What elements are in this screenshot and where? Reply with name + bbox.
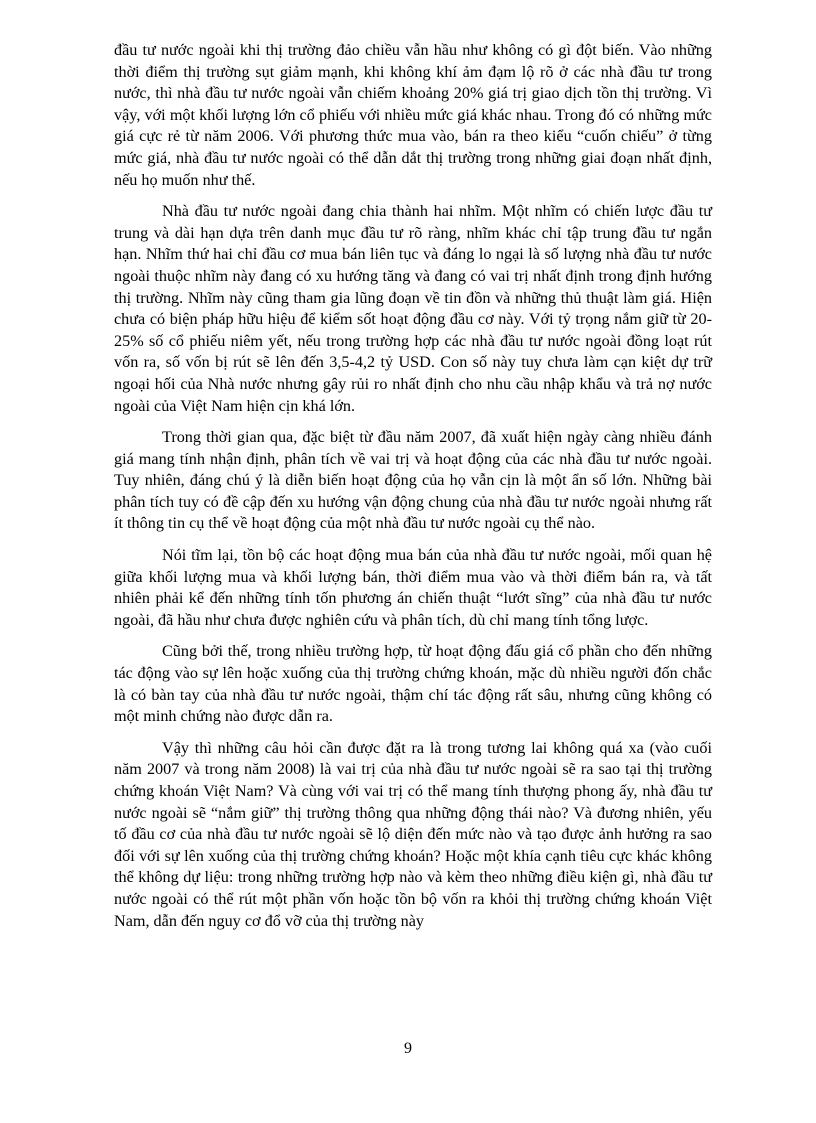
paragraph-auction-impact: Cũng bởi thế, trong nhiều trường hợp, từ hoạt động đấu giá cổ phần cho đến những tác động vào sự lên hoặc xuống của thị trường chứng khoán, mặc dù nhiều người đốn chắc là có bàn tay của nhà đầu tư nước ngoài, thậm chí tác động rất sâu, nhưng cũng không có một minh chứng nào được dẫn ra.	[114, 642, 712, 726]
paragraph-summary: Nói tĩm lại, tồn bộ các hoạt động mua bán của nhà đầu tư nước ngoài, mối quan hệ giữa khối lượng mua và khối lượng bán, thời điểm mua vào và thời điểm bán ra, và tất nhiên phải kể đến những tính tốn phương án chiến thuật “lướt sĩng” của nhà đầu tư nước ngoài, đã hầu như chưa được nghiên cứu và phân tích, dù chỉ mang tính tổng lược.	[114, 546, 712, 629]
paragraph-continuation: đầu tư nước ngoài khi thị trường đảo chiều vẫn hầu như không có gì đột biến. Vào những thời điểm thị trường sụt giảm mạnh, khi không khí ảm đạm lộ rõ ở các nhà đầu tư trong nước, thì nhà đầu tư nước ngoài vẫn chiếm khoảng 20% giá trị giao dịch tồn thị trường. Vì vậy, với một khối lượng lớn cổ phiếu với nhiều mức giá khác nhau. Trong đó có những mức giá cực rẻ từ năm 2006. Với phương thức mua vào, bán ra theo kiểu “cuốn chiếu” ở từng mức giá, nhà đầu tư nước ngoài có thể dẫn dắt thị trường trong những giai đoạn nhất định, nếu họ muốn như thế.	[114, 41, 712, 189]
paragraph-investor-groups: Nhà đầu tư nước ngoài đang chia thành hai nhĩm. Một nhĩm có chiến lược đầu tư trung và dài hạn dựa trên danh mục đầu tư rõ ràng, nhĩm khác chỉ tập trung đầu tư ngắn hạn. Nhĩm thứ hai chỉ đầu cơ mua bán liên tục và đáng lo ngại là số lượng nhà đầu tư nước ngoài thuộc nhĩm này đang có xu hướng tăng và đang có vai trị nhất định trong định hướng thị trường. Nhĩm này cũng tham gia lũng đoạn về tin đồn và những thủ thuật làm giá. Hiện chưa có biện pháp hữu hiệu để kiểm sốt hoạt động đầu cơ này. Với tỷ trọng nắm giữ từ 20-25% số cổ phiếu niêm yết, nếu trong trường hợp các nhà đầu tư nước ngoài đồng loạt rút vốn ra, số vốn bị rút sẽ lên đến 3,5-4,2 tỷ USD. Con số này tuy chưa làm cạn kiệt dự trữ ngoại hối của Nhà nước nhưng gây rủi ro nhất định cho nhu cầu nhập khẩu và trả nợ nước ngoài của Việt Nam hiện cịn khá lớn.	[114, 202, 712, 415]
document-body	[114, 40, 712, 942]
page-number: 9	[404, 1040, 412, 1057]
paragraph-future-questions: Vậy thì những câu hỏi cần được đặt ra là trong tương lai không quá xa (vào cuối năm 2007 và trong năm 2008) là vai trị của nhà đầu tư nước ngoài sẽ ra sao tại thị trường chứng khoán Việt Nam? Và cùng với vai trị có thể mang tính thượng phong ấy, nhà đầu tư nước ngoài sẽ “nắm giữ” thị trường thông qua những động thái nào? Và đương nhiên, yếu tố đầu cơ của nhà đầu tư nước ngoài sẽ lộ diện đến mức nào và tạo được ảnh hưởng ra sao đối với sự lên xuống của thị trường chứng khoán? Hoặc một khía cạnh tiêu cực khác không thể không dự liệu: trong những trường hợp nào và kèm theo những điều kiện gì, nhà đầu tư nước ngoài có thể rút một phần vốn hoặc tồn bộ vốn ra khỏi thị trường chứng khoán Việt Nam, dẫn đến nguy cơ đổ vỡ của thị trường này	[114, 738, 712, 930]
paragraph-recent-assessments: Trong thời gian qua, đặc biệt từ đầu năm 2007, đã xuất hiện ngày càng nhiều đánh giá mang tính nhận định, phân tích về vai trị và hoạt động của các nhà đầu tư nước ngoài. Tuy nhiên, đáng chú ý là diễn biến hoạt động của họ vẫn cịn là một ẩn số lớn. Những bài phân tích tuy có đề cập đến xu hướng vận động chung của nhà đầu tư nước ngoài nhưng rất ít thông tin cụ thể về hoạt động của một nhà đầu tư nước ngoài cụ thể nào.	[114, 428, 712, 533]
